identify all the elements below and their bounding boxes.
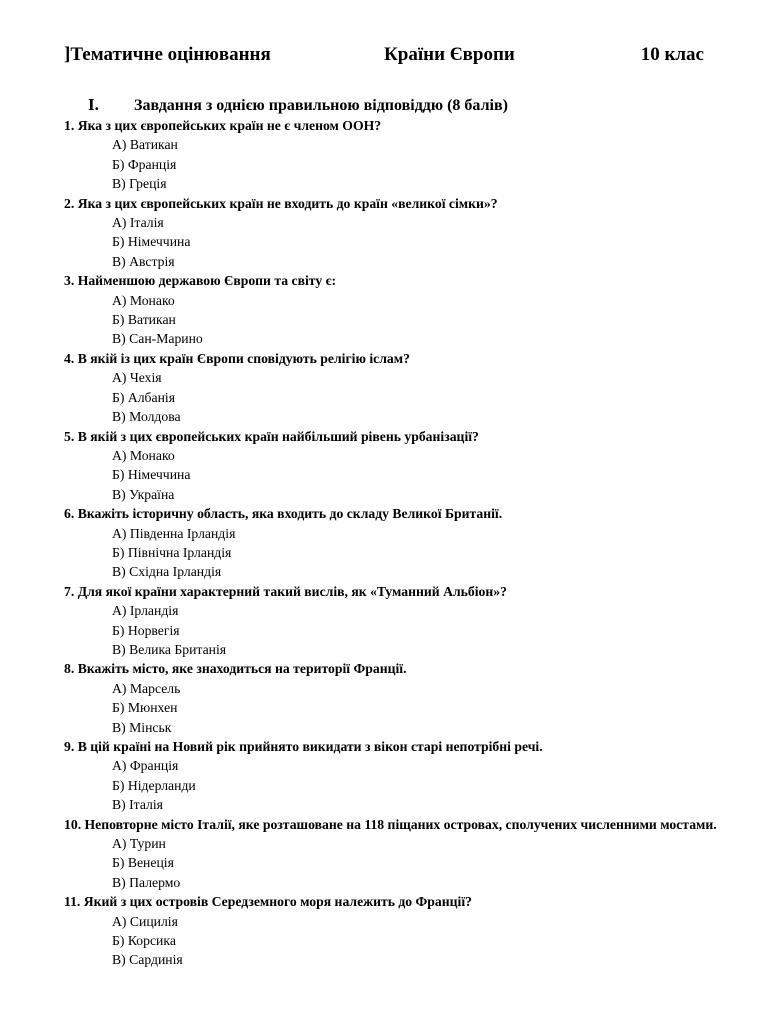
answer-option: Б) Німеччина [112,467,191,483]
answer-option: В) Австрія [112,253,175,269]
answer-option: В) Палермо [112,874,181,890]
answer-option: А) Сицилія [112,913,178,929]
question-text: 10. Неповторне місто Італії, яке розташоване на 118 піщаних островах, сполучених численними мостами. [64,816,717,832]
answer-option: А) Чехія [112,370,162,386]
answer-option: В) Молдова [112,409,181,425]
answer-option: В) Велика Британія [112,641,227,657]
answer-option: В) Сан-Марино [112,331,203,347]
answer-option: Б) Ватикан [112,312,176,328]
question-text: 7. Для якої країни характерний такий вислів, як «Туманний Альбіон»? [64,583,507,599]
answer-option: Б) Франція [112,156,177,172]
answer-option: Б) Нідерланди [112,777,196,793]
question-block [64,892,728,970]
question-text: 5. В якій з цих європейських країн найбільший рівень урбанізації? [64,428,479,444]
answer-option: Б) Норвегія [112,622,180,638]
answer-option: В) Мінськ [112,719,172,735]
answer-option: А) Монако [112,447,175,463]
question-text: 3. Найменшою державою Європи та світу є: [64,273,337,289]
question-list [64,116,728,970]
answer-option: А) Ірландія [112,603,179,619]
question-block [64,504,728,582]
header-topic: Країни Європи [384,44,515,65]
question-text: 9. В цій країні на Новий рік прийнято викидати з вікон старі непотрібні речі. [64,739,543,754]
question-text: 11. Який з цих островів Середземного моря належить до Франції? [64,894,472,910]
question-block [64,194,728,272]
header-assessment-title: ]Тематичне оцінювання [64,44,271,65]
answer-option: А) Італія [112,215,164,231]
question-block [64,737,728,815]
section-heading [88,95,508,115]
question-text: 6. Вкажіть історичну область, яка входить до складу Великої Британії. [64,506,503,522]
document-header [64,44,704,68]
header-grade: 10 клас [640,44,704,65]
answer-option: А) Ватикан [112,137,178,153]
answer-option: В) Східна Ірландія [112,564,222,580]
question-text: 2. Яка з цих європейських країн не входить до країн «великої сімки»? [64,195,498,211]
section-number: I. [88,95,99,114]
question-block [64,271,728,349]
question-block [64,116,728,194]
answer-option: В) Італія [112,797,163,813]
answer-option: А) Монако [112,292,175,308]
question-text: 4. В якій із цих країн Європи сповідують релігію іслам? [64,350,410,366]
question-block [64,349,728,427]
answer-option: А) Марсель [112,680,181,696]
question-block [64,659,728,737]
answer-option: В) Україна [112,486,175,502]
answer-option: А) Франція [112,758,179,774]
answer-option: Б) Корсика [112,933,176,949]
question-text: 8. Вкажіть місто, яке знаходиться на території Франції. [64,661,407,677]
answer-option: А) Турин [112,836,166,852]
answer-option: В) Греція [112,176,167,192]
question-text: 1. Яка з цих європейських країн не є членом ООН? [64,118,382,133]
answer-option: В) Сардинія [112,952,183,968]
question-block [64,582,728,660]
answer-option: Б) Північна Ірландія [112,544,232,560]
section-title: Завдання з однією правильною відповіддю (8 балів) [134,97,508,114]
answer-option: Б) Венеція [112,855,174,871]
answer-option: Б) Німеччина [112,234,191,250]
question-block [64,427,728,505]
answer-option: А) Південна Ірландія [112,525,236,541]
question-block [64,815,728,893]
answer-option: Б) Мюнхен [112,700,178,716]
answer-option: Б) Албанія [112,389,176,405]
